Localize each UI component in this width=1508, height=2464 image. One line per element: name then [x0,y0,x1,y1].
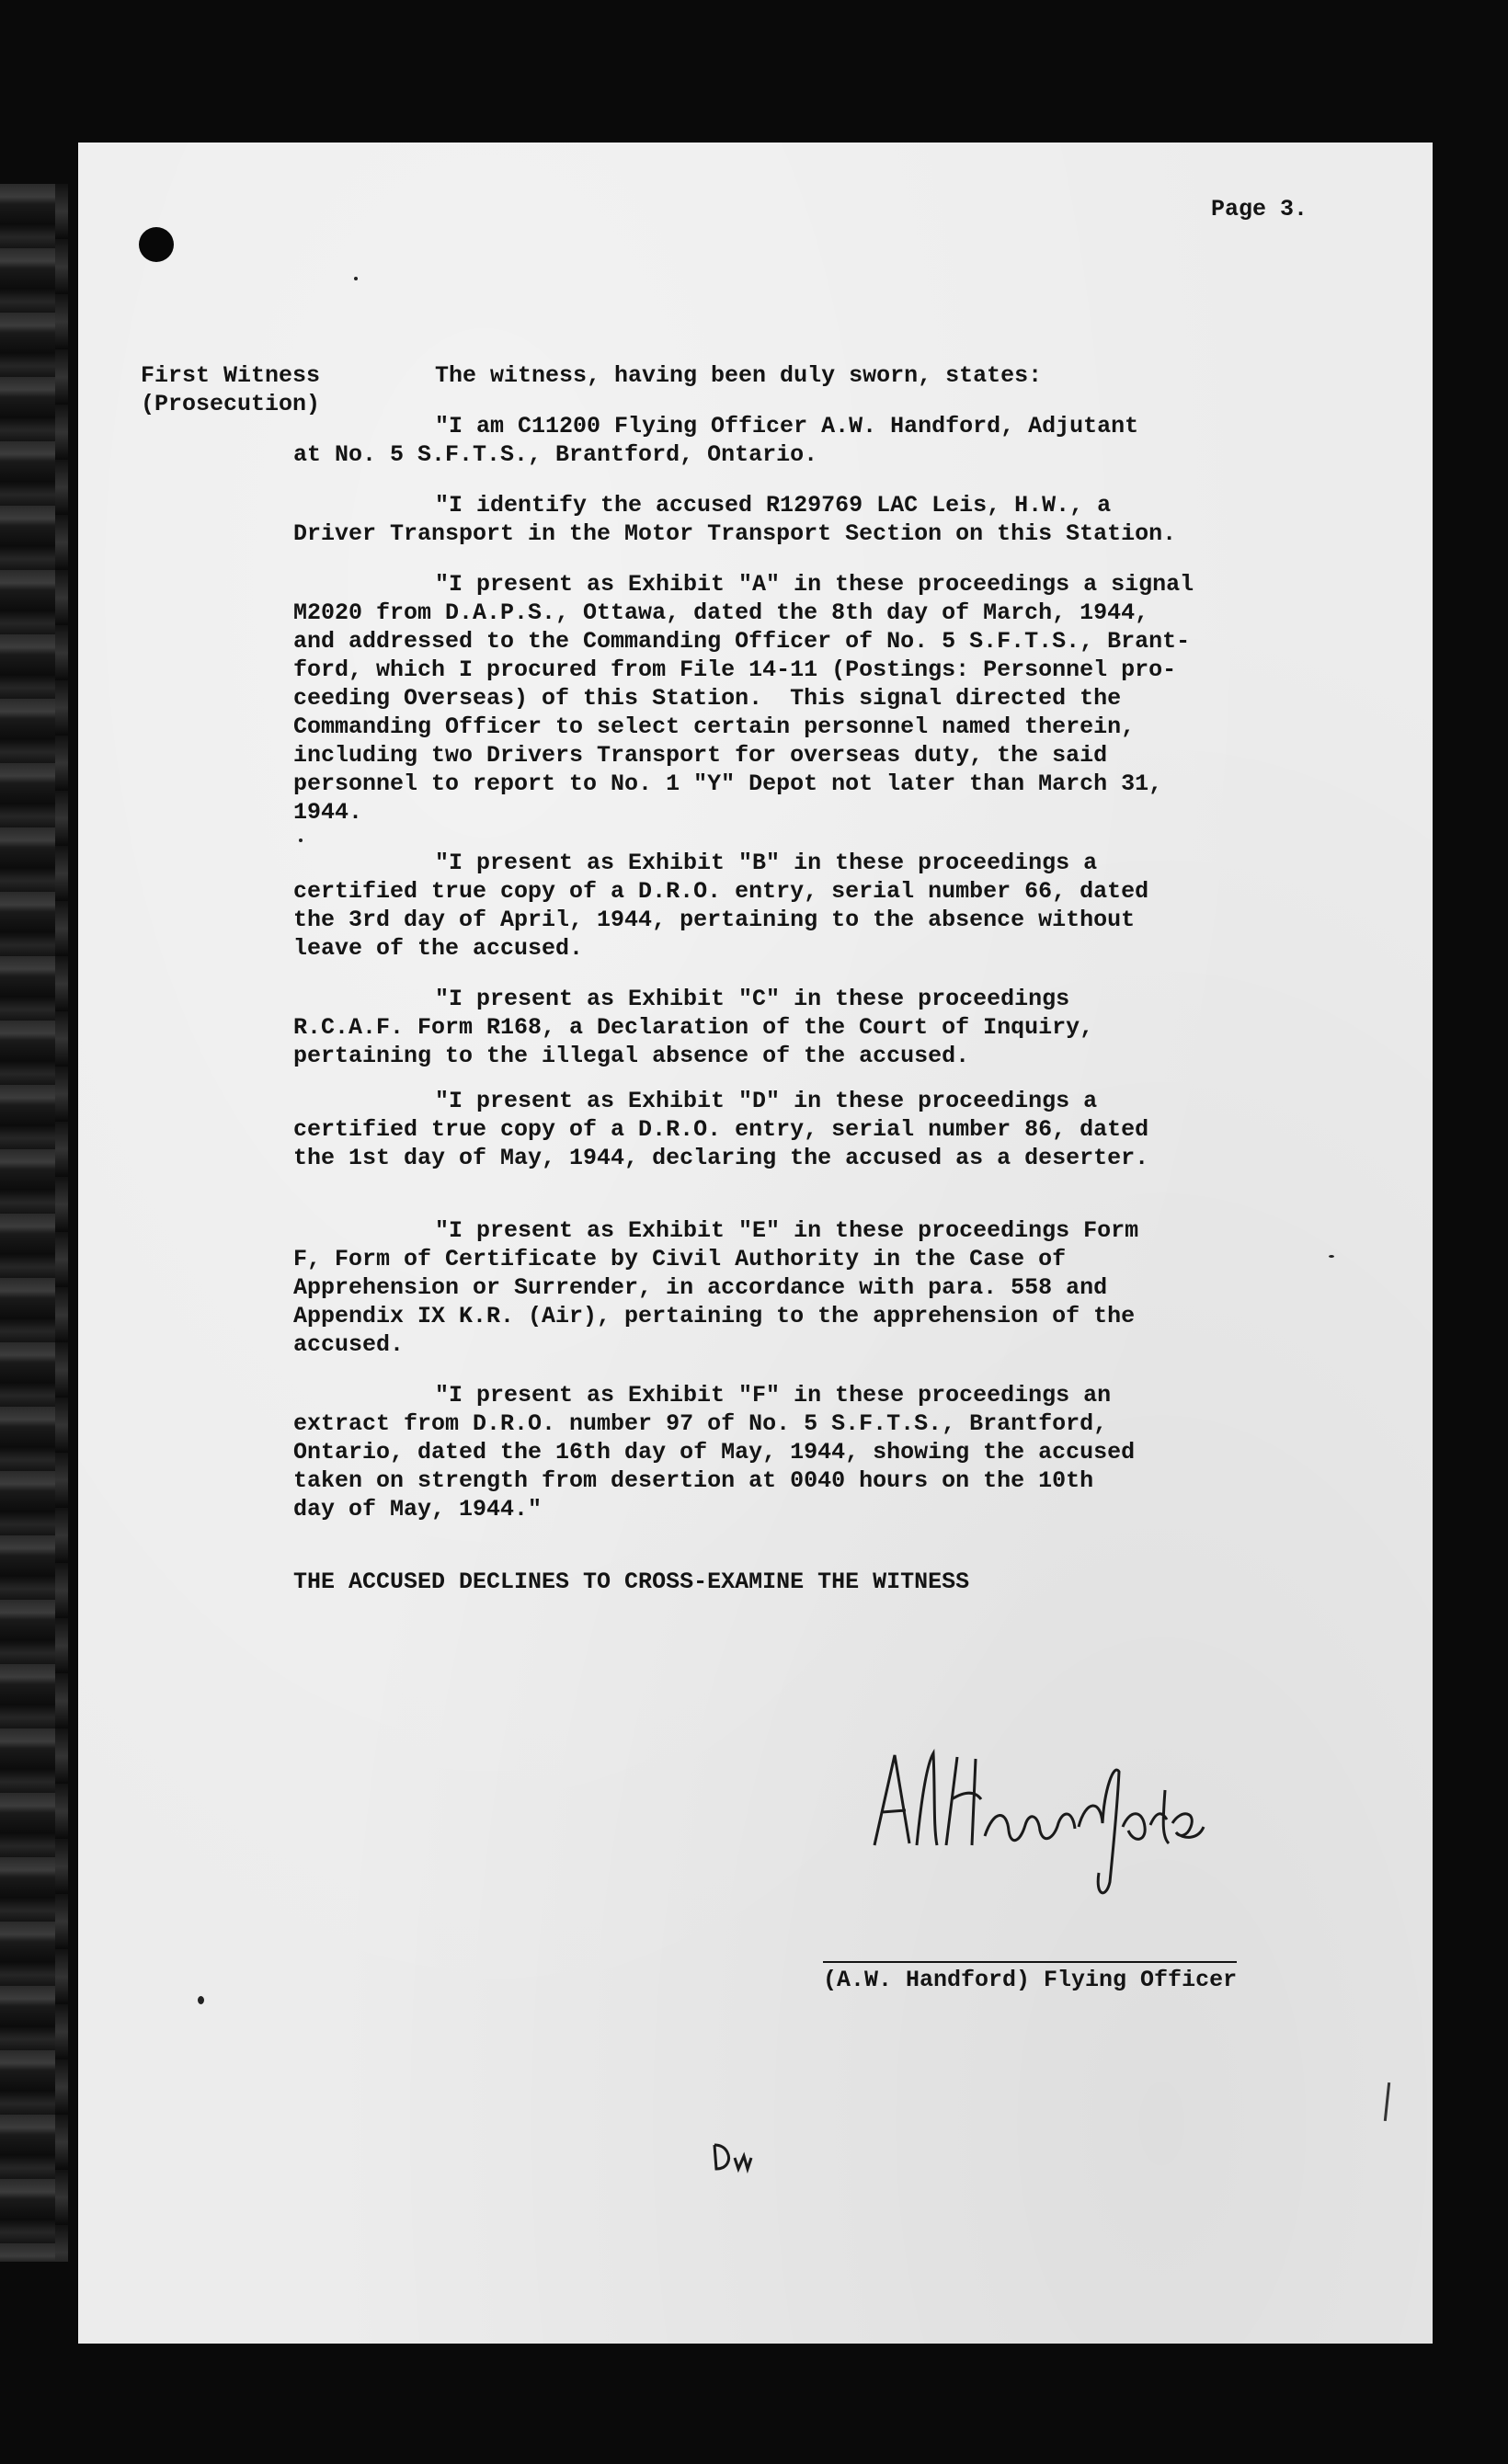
text-line: "I am C11200 Flying Officer A.W. Handford, Adjutant [435,413,1139,439]
margin-label-line1: First Witness [141,362,321,389]
handwritten-initials-icon [709,2138,755,2174]
text-line: including two Drivers Transport for overseas duty, the said [293,742,1108,769]
text-line: "I present as Exhibit "A" in these proceedings a signal [435,571,1194,598]
text-line: "I present as Exhibit "C" in these proceedings [435,986,1070,1012]
text-line: "I identify the accused R129769 LAC Leis, H.W., a [435,492,1112,519]
text-line: Commanding Officer to select certain personnel named therein, [293,713,1136,740]
text-line: the 1st day of May, 1944, declaring the accused as a deserter. [293,1145,1149,1171]
text-line: extract from D.R.O. number 97 of No. 5 S.F.T.S., Brantford, [293,1410,1108,1437]
text-line: and addressed to the Commanding Officer of No. 5 S.F.T.S., Brant- [293,628,1191,655]
margin-tick [1384,2082,1390,2121]
film-sprocket-strip [0,184,55,2262]
text-line: "I present as Exhibit "F" in these proceedings an [435,1382,1112,1409]
text-line: at No. 5 S.F.T.S., Brantford, Ontario. [293,441,818,468]
text-line: Apprehension or Surrender, in accordance with para. 558 and [293,1274,1108,1301]
text-line: Ontario, dated the 16th day of May, 1944, showing the accused [293,1439,1136,1466]
text-line: pertaining to the illegal absence of the accused. [293,1043,970,1069]
paragraph-exhibit-a [293,570,1342,827]
margin-label-line2: (Prosecution) [141,391,321,417]
paragraph-exhibit-c [293,985,1342,1070]
text-line: personnel to report to No. 1 "Y" Depot not later than March 31, [293,770,1163,797]
paragraph-identity [293,412,1342,469]
paragraph-exhibit-b [293,849,1342,963]
ink-speck [299,838,303,842]
text-line: R.C.A.F. Form R168, a Declaration of the Court of Inquiry, [293,1014,1094,1041]
text-line: 1944. [293,799,363,826]
paragraph-exhibit-d [293,1087,1342,1172]
text-line: Driver Transport in the Motor Transport Section on this Station. [293,520,1177,547]
text-line: leave of the accused. [293,935,584,962]
text-line: "I present as Exhibit "D" in these proceedings a [435,1088,1098,1114]
paragraph-accused [293,491,1342,548]
ink-speck [1329,1255,1334,1258]
paragraph-exhibit-e [293,1216,1342,1359]
handwritten-signature-icon [838,1735,1224,1900]
text-line: Appendix IX K.R. (Air), pertaining to the apprehension of the [293,1303,1136,1329]
punch-hole-icon [139,227,174,262]
signature-caption: (A.W. Handford) Flying Officer [823,1961,1237,1993]
cross-examination-note: THE ACCUSED DECLINES TO CROSS-EXAMINE THE WITNESS [293,1569,970,1595]
ink-speck [198,1996,204,2004]
text-line: "I present as Exhibit "E" in these proceedings Form [435,1217,1139,1244]
text-line: F, Form of Certificate by Civil Authority in the Case of [293,1246,1067,1272]
intro-line: The witness, having been duly sworn, states: [435,362,1043,389]
text-line: certified true copy of a D.R.O. entry, serial number 86, dated [293,1116,1149,1143]
page-number: Page 3. [1210,196,1308,222]
film-edge-strip [55,184,68,2262]
signature-block [819,1735,1371,1993]
testimony-body [293,361,1342,1596]
text-line: day of May, 1944." [293,1496,543,1523]
text-line: accused. [293,1331,405,1358]
text-line: the 3rd day of April, 1944, pertaining to the absence without [293,907,1136,933]
ink-speck [354,277,358,280]
text-line: ford, which I procured from File 14-11 (Postings: Personnel pro- [293,656,1177,683]
text-line: M2020 from D.A.P.S., Ottawa, dated the 8th day of March, 1944, [293,599,1149,626]
document-page [78,143,1433,2344]
text-line: "I present as Exhibit "B" in these proceedings a [435,850,1098,876]
text-line: ceeding Overseas) of this Station. This signal directed the [293,685,1122,712]
paragraph-exhibit-f [293,1381,1342,1523]
text-line: taken on strength from desertion at 0040 hours on the 10th [293,1467,1094,1494]
text-line: certified true copy of a D.R.O. entry, serial number 66, dated [293,878,1149,905]
